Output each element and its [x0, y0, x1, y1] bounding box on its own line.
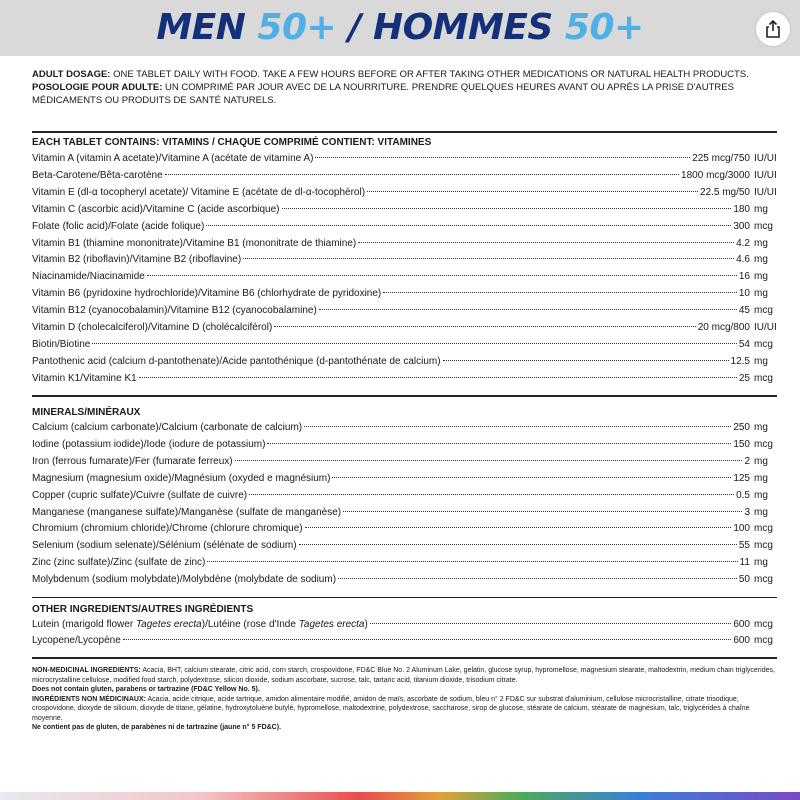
leader-dots	[207, 561, 737, 562]
title-50-plus: 50+	[257, 7, 337, 48]
ingredient-name: Folate (folic acid)/Folate (acide folique)	[32, 220, 205, 232]
leader-dots	[332, 477, 731, 478]
table-row	[32, 437, 773, 453]
ingredient-name: Vitamin B1 (thiamine mononitrate)/Vitamine B1 (mononitrate de thiamine)	[32, 237, 357, 249]
ingredient-unit: mcg	[754, 635, 773, 646]
table-row	[32, 286, 768, 302]
table-row	[32, 202, 768, 218]
leader-dots	[267, 443, 731, 444]
dosage-section	[32, 68, 777, 107]
ingredient-amount: 3	[744, 506, 750, 518]
ingredient-unit: mg	[754, 422, 768, 433]
product-title	[0, 6, 800, 50]
ingredient-unit: mg	[754, 288, 768, 300]
ingredient-unit: IU/UI	[754, 186, 777, 198]
other-ingredients-heading: OTHER INGREDIENTS/AUTRES INGRÉDIENTS	[32, 604, 254, 615]
ingredient-amount: 250	[733, 422, 750, 433]
table-row	[32, 252, 768, 268]
table-row	[32, 371, 773, 387]
ingredient-amount: 45	[738, 305, 750, 317]
ingredient-amount: 300	[733, 220, 750, 232]
ingredient-amount: 10	[738, 288, 750, 300]
leader-dots	[319, 309, 737, 310]
ingredient-name: Niacinamide/Niacinamide	[32, 271, 145, 283]
ingredient-unit: mcg	[754, 574, 773, 586]
table-row	[32, 269, 768, 285]
leader-dots	[92, 343, 737, 344]
ingredient-name: Biotin/Biotine	[32, 338, 91, 350]
ingredient-amount: 50	[738, 574, 750, 586]
ingredient-amount: 55	[738, 540, 750, 552]
table-row	[32, 471, 768, 487]
ingredient-unit: mcg	[754, 619, 773, 630]
posologie-adulte: POSOLOGIE POUR ADULTE: UN COMPRIMÉ PAR JOUR AVEC DE LA NOURRITURE. PRENDRE QUELQUES HEURES AVANT OU APRÈS LA PRISE D'AUTRES MÉDICAMENTS OU PRODUITS DE SANTÉ NATURELS.	[32, 82, 734, 106]
share-button[interactable]	[756, 12, 790, 46]
table-row	[32, 354, 768, 370]
ingredient-unit: mg	[754, 506, 768, 518]
ingredient-name: Selenium (sodium selenate)/Sélénium (sélénate de sodium)	[32, 540, 297, 552]
ingredient-name: Molybdenum (sodium molybdate)/Molybdène (molybdate de sodium)	[32, 574, 337, 586]
leader-dots	[274, 326, 695, 327]
table-row	[32, 236, 768, 252]
ingredient-amount: 0.5	[736, 489, 750, 501]
divider	[32, 597, 777, 598]
divider	[32, 131, 777, 133]
table-row	[32, 538, 773, 554]
ingredient-name: Beta-Carotene/Bêta-carotène	[32, 169, 163, 181]
ingredient-amount: 16	[738, 271, 750, 283]
ingredient-amount: 150	[733, 438, 750, 450]
table-row	[32, 168, 777, 184]
ingredient-unit: mg	[754, 355, 768, 367]
leader-dots	[299, 544, 737, 545]
leader-dots	[367, 191, 698, 192]
ingredient-amount: 180	[733, 203, 750, 215]
divider	[32, 395, 777, 397]
adult-dosage: ADULT DOSAGE: ONE TABLET DAILY WITH FOOD. TAKE A FEW HOURS BEFORE OR AFTER TAKING OTHER MEDICATIONS OR NATURAL HEALTH PRODUCTS.	[32, 69, 749, 80]
table-row	[32, 454, 768, 470]
leader-dots	[338, 578, 737, 579]
table-row	[32, 151, 777, 167]
ingredient-unit: mg	[754, 254, 768, 266]
table-row	[32, 219, 773, 235]
ingredient-unit: mcg	[754, 305, 773, 317]
leader-dots	[383, 292, 737, 293]
ingredient-amount: 4.6	[736, 254, 750, 266]
leader-dots	[370, 623, 731, 624]
ingredient-name: Vitamin K1/Vitamine K1	[32, 372, 137, 384]
leader-dots	[282, 208, 732, 209]
divider	[32, 657, 777, 659]
ingredient-name: Vitamin C (ascorbic acid)/Vitamine C (acide ascorbique)	[32, 203, 280, 215]
ingredient-amount: 11	[739, 557, 750, 569]
ingredient-name: Calcium (calcium carbonate)/Calcium (carbonate de calcium)	[32, 422, 303, 433]
ingredient-unit: mcg	[754, 338, 773, 350]
ingredient-unit: IU/UI	[754, 153, 777, 164]
table-row	[32, 555, 768, 571]
leader-dots	[249, 494, 734, 495]
leader-dots	[443, 360, 729, 361]
ingredient-amount: 100	[733, 523, 750, 535]
leader-dots	[304, 426, 731, 427]
ingredient-amount: 600	[733, 619, 750, 630]
table-row	[32, 572, 773, 588]
ingredient-unit: mcg	[754, 438, 773, 450]
share-icon	[765, 20, 781, 38]
ingredient-unit: mg	[754, 557, 768, 569]
minerals-heading: MINERALS/MINÉRAUX	[32, 407, 141, 418]
leader-dots	[305, 527, 732, 528]
ingredient-unit: mg	[754, 271, 768, 283]
ingredient-unit: IU/UI	[754, 322, 777, 333]
rainbow-strip	[0, 792, 800, 800]
table-row	[32, 617, 773, 633]
ingredient-name: Vitamin B12 (cyanocobalamin)/Vitamine B12 (cyanocobalamine)	[32, 305, 317, 317]
leader-dots	[206, 225, 731, 226]
ingredient-name: Vitamin D (cholecalciferol)/Vitamine D (cholécalciférol)	[32, 322, 273, 333]
ingredient-name: Vitamin E (dl-α tocopheryl acetate)/ Vitamine E (acétate de dl-α-tocophérol)	[32, 186, 366, 198]
title-hommes: HOMMES	[372, 7, 553, 48]
ingredient-amount: 4.2	[736, 237, 750, 249]
ingredient-unit: mg	[754, 237, 768, 249]
table-row	[32, 337, 773, 353]
ingredient-amount: 22.5 mg/50	[699, 186, 750, 198]
leader-dots	[343, 511, 742, 512]
free-from-fr: Ne contient pas de gluten, de parabènes ni de tartrazine (jaune n° 5 FD&C).	[32, 724, 282, 731]
ingredient-amount: 2	[744, 455, 750, 467]
leader-dots	[243, 258, 734, 259]
ingredient-name: Zinc (zinc sulfate)/Zinc (sulfate de zinc)	[32, 557, 206, 569]
non-medicinal-fr: INGRÉDIENTS NON MÉDICINAUX: Acacia, acide citrique, acide tartrique, amidon alimentaire modifié, amidon de maïs, ascorbate de sodium, bleu n° 2 FD&C sur substrat d'aluminium, cellulose microcristalline, citrate trisodique, crospovidone, dioxyde de silicium, dioxyde de titane, gélatine, hydroxytoluène butylé, hypromellose, maltodextrine, polydextrose, saccharose, sirop de glucose, stéarate de calcium, stéarate de magnésium, talc, triglycérides à chaîne moyenne.	[32, 695, 750, 722]
ingredient-amount: 1800 mcg/3000	[681, 169, 750, 181]
leader-dots	[358, 242, 734, 243]
ingredient-name: Iron (ferrous fumarate)/Fer (fumarate ferreux)	[32, 455, 233, 467]
ingredient-unit: mcg	[754, 220, 773, 232]
ingredient-unit: mg	[754, 489, 768, 501]
table-row	[32, 505, 768, 521]
ingredient-unit: mg	[754, 472, 768, 484]
table-row	[32, 488, 768, 504]
ingredient-amount: 20 mcg/800	[697, 322, 750, 333]
leader-dots	[147, 275, 737, 276]
ingredient-amount: 225 mcg/750	[692, 153, 750, 164]
leader-dots	[165, 174, 679, 175]
non-medicinal-ingredients	[32, 666, 777, 733]
ingredient-name: Iodine (potassium iodide)/Iode (iodure de potassium)	[32, 438, 266, 450]
leader-dots	[235, 460, 743, 461]
ingredient-unit: IU/UI	[754, 169, 777, 181]
table-row	[32, 633, 773, 649]
ingredient-name: Pantothenic acid (calcium d-pantothenate)/Acide pantothénique (d-pantothénate de calcium)	[32, 355, 441, 367]
ingredient-unit: mcg	[754, 540, 773, 552]
ingredient-name: Chromium (chromium chloride)/Chrome (chlorure chromique)	[32, 523, 303, 535]
title-men: MEN	[156, 7, 246, 48]
ingredient-name: Magnesium (magnesium oxide)/Magnésium (oxyded e magnésium)	[32, 472, 331, 484]
table-row	[32, 320, 777, 336]
table-row	[32, 303, 773, 319]
ingredient-name: Vitamin B6 (pyridoxine hydrochloride)/Vitamine B6 (chlorhydrate de pyridoxine)	[32, 288, 382, 300]
title-separator: /	[348, 7, 361, 48]
ingredient-name: Vitamin A (vitamin A acetate)/Vitamine A (acétate de vitamine A)	[32, 153, 314, 164]
ingredient-unit: mcg	[754, 372, 773, 384]
non-medicinal-en: NON-MEDICINAL INGREDIENTS: Acacia, BHT, calcium stearate, citric acid, corn starch, crospovidone, FD&C Blue No. 2 Aluminum Lake, gelatin, glucose syrup, hypromellose, magnesium stearate, maltodextrin, medium chain triglycerides, microcrystalline cellulose, modified food starch, polydextrose, silicon dioxide, sodium ascorbate, sucrose, talc, tartaric acid, titanium dioxide, trisodium citrate.	[32, 667, 775, 684]
ingredient-name: Vitamin B2 (riboflavin)/Vitamine B2 (riboflavine)	[32, 254, 242, 266]
title-50-plus-fr: 50+	[564, 7, 644, 48]
ingredient-name: Lutein (marigold flower Tagetes erecta)/Lutéine (rose d'Inde Tagetes erecta)	[32, 619, 368, 630]
vitamins-heading: EACH TABLET CONTAINS: VITAMINS / CHAQUE COMPRIMÉ CONTIENT: VITAMINES	[32, 137, 432, 148]
header-banner	[0, 0, 800, 56]
ingredient-name: Lycopene/Lycopène	[32, 635, 121, 646]
ingredient-name: Manganese (manganese sulfate)/Manganèse (sulfate de manganèse)	[32, 506, 342, 518]
ingredient-amount: 12.5	[730, 355, 750, 367]
ingredient-unit: mg	[754, 455, 768, 467]
leader-dots	[123, 639, 732, 640]
table-row	[32, 420, 768, 436]
leader-dots	[315, 157, 690, 158]
ingredient-unit: mg	[754, 203, 768, 215]
leader-dots	[139, 377, 737, 378]
ingredient-amount: 54	[738, 338, 750, 350]
free-from-en: Does not contain gluten, parabens or tartrazine (FD&C Yellow No. 5).	[32, 686, 260, 693]
table-row	[32, 521, 773, 537]
ingredient-amount: 25	[738, 372, 750, 384]
table-row	[32, 185, 777, 201]
ingredient-unit: mcg	[754, 523, 773, 535]
ingredient-amount: 600	[733, 635, 750, 646]
ingredient-amount: 125	[733, 472, 750, 484]
ingredient-name: Copper (cupric sulfate)/Cuivre (sulfate de cuivre)	[32, 489, 248, 501]
